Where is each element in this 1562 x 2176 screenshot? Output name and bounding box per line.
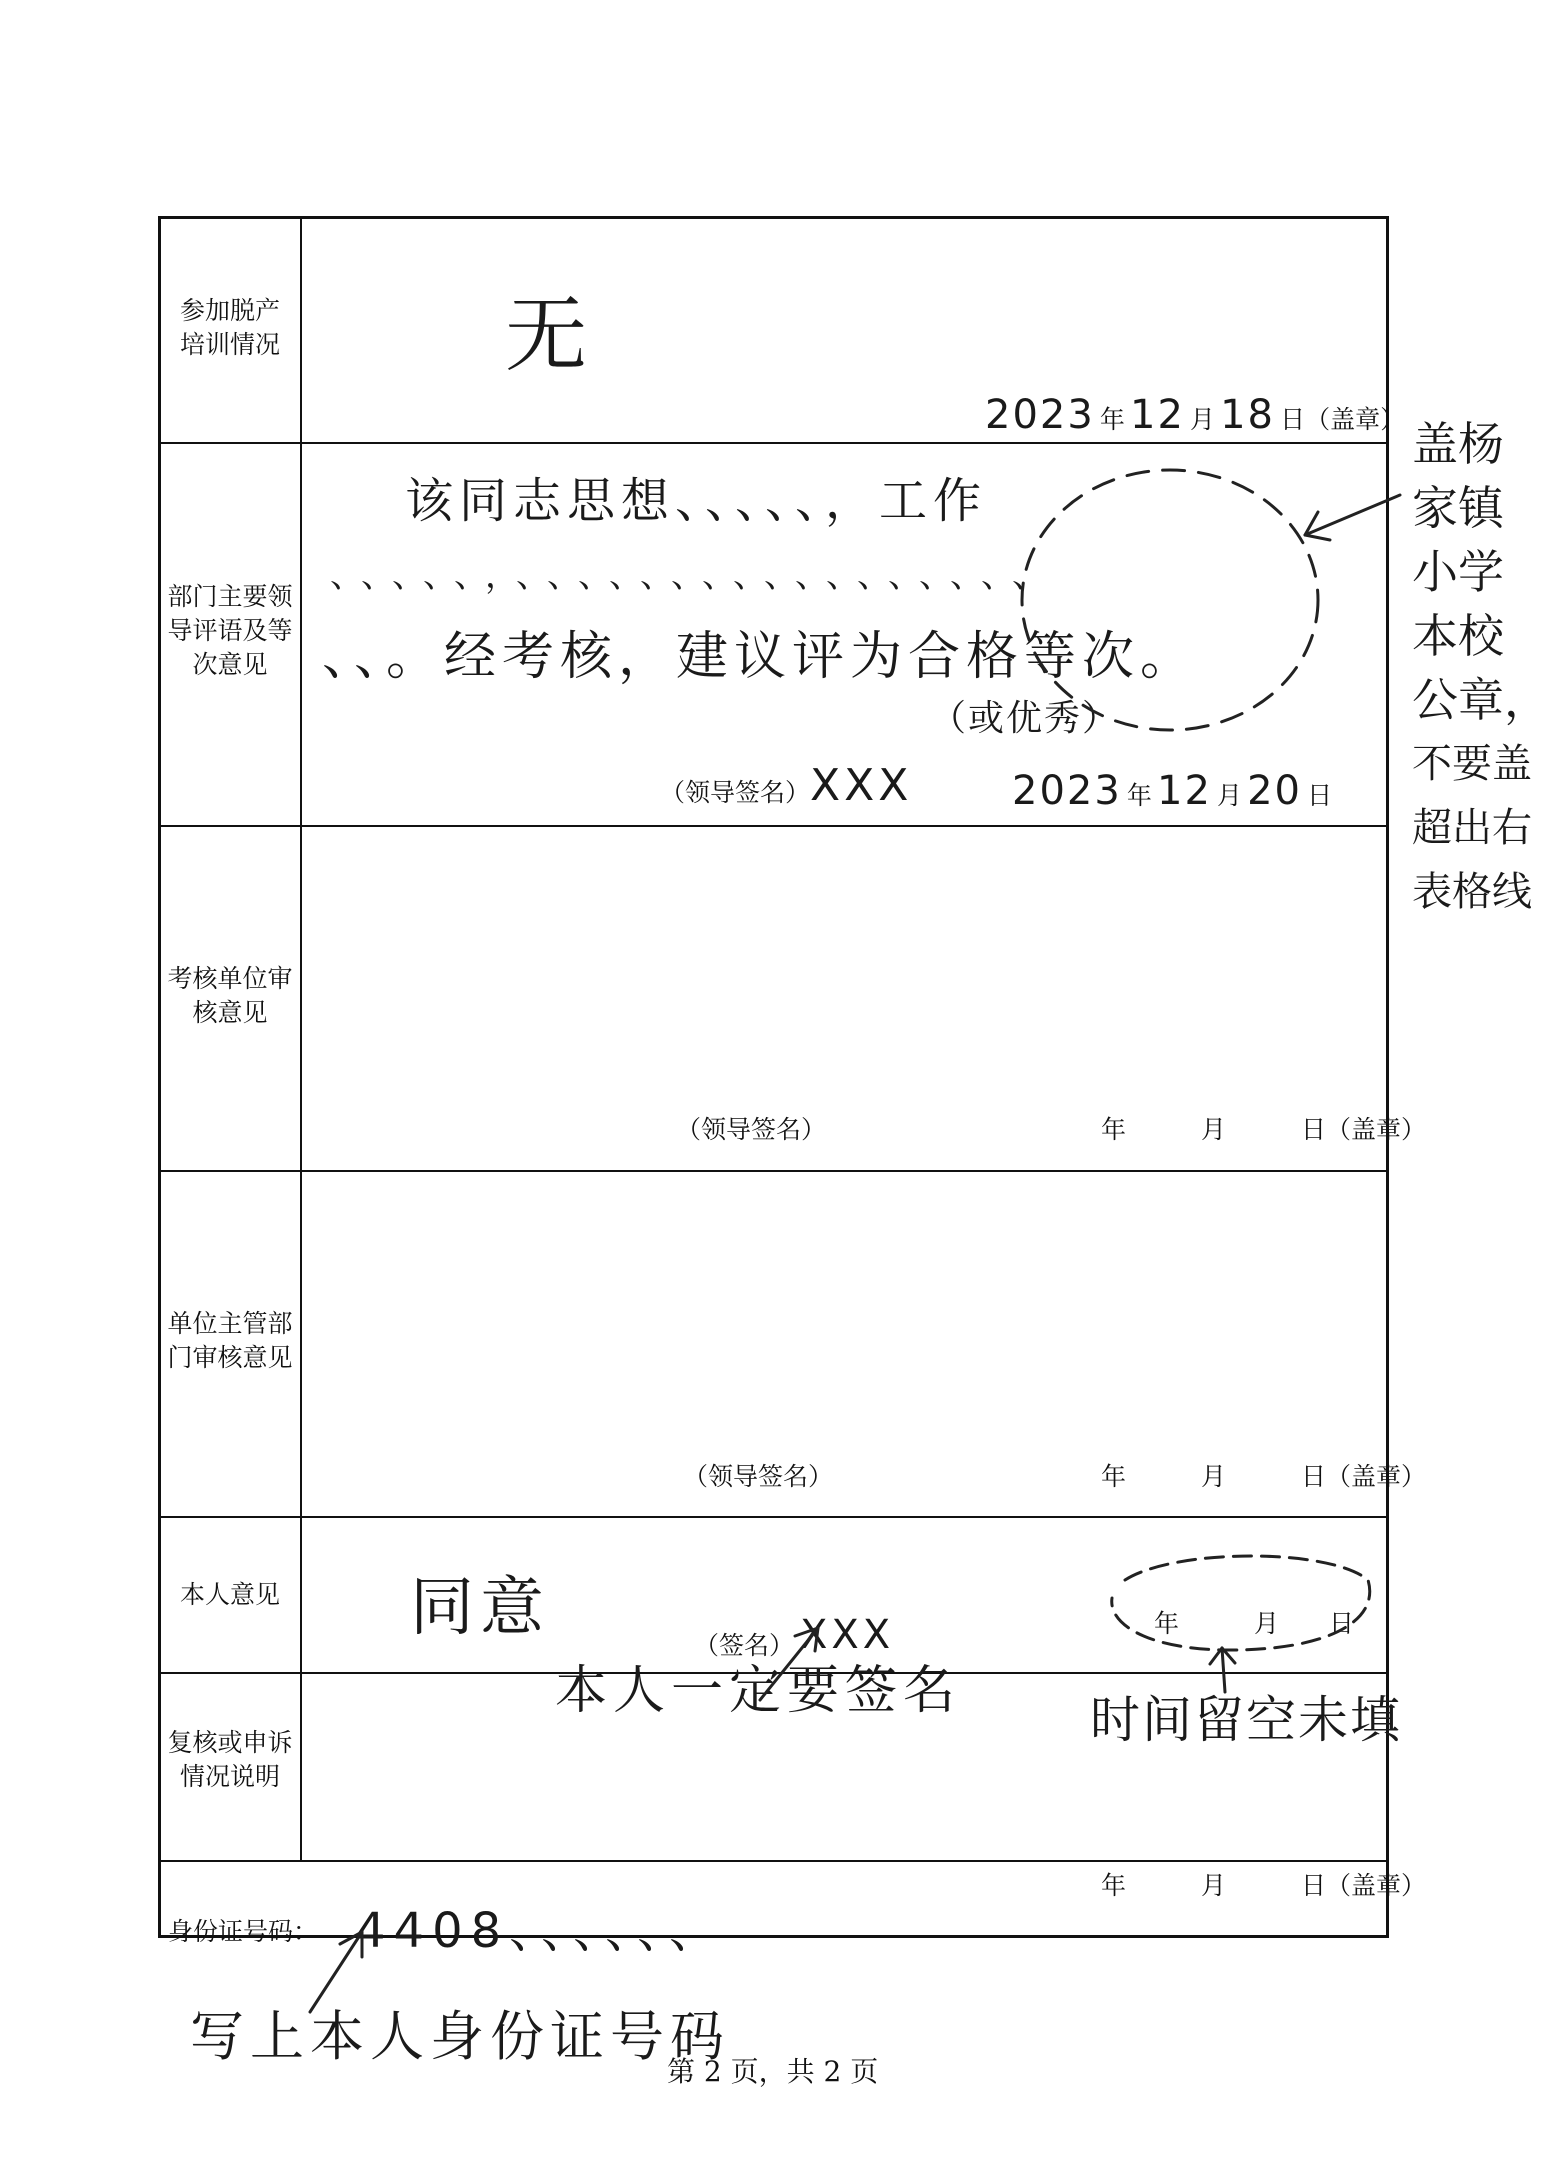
supervisor-label: 单位主管部 门审核意见 <box>167 1309 293 1372</box>
date-note: 时间留空未填 <box>1090 1691 1402 1749</box>
review-date: 年 月 日（盖章） <box>1101 1871 1427 1900</box>
year-char: 年 <box>1099 405 1125 434</box>
assessment-unit-label: 考核单位审 核意见 <box>167 964 293 1027</box>
assessment-date: 年 月 日（盖章） <box>1101 1115 1427 1144</box>
training-label: 参加脱产 培训情况 <box>179 296 280 359</box>
date-day: 18 <box>1220 392 1276 438</box>
seal-note-line: 公章， <box>1412 673 1550 727</box>
training-date <box>985 392 1405 438</box>
date-year: 2023 <box>985 392 1095 438</box>
comment-alt: （或优秀） <box>930 698 1121 739</box>
row-divider <box>158 825 1389 827</box>
date-day: 20 <box>1247 768 1303 814</box>
month-char: 月 <box>1217 781 1243 810</box>
personal-date: 年 月 日 <box>1154 1609 1355 1638</box>
seal-note-line: 盖杨 <box>1412 417 1504 471</box>
personal-signature-label: （签名） <box>694 1631 795 1660</box>
seal-note-line: 小学 <box>1412 545 1504 599</box>
seal-note <box>1412 412 1550 924</box>
training-content: 无 <box>505 288 594 383</box>
assessment-signature-label: （领导签名） <box>676 1115 827 1144</box>
seal-note-line: 不要盖 <box>1412 741 1532 787</box>
comment-line-2: 、、、、、，、、、、、、、、、、、、、、、、、 <box>330 556 1060 596</box>
comment-line-1: 该同志思想、、、、、，工作 <box>405 473 988 529</box>
date-month: 12 <box>1130 392 1185 438</box>
date-month: 12 <box>1157 768 1212 814</box>
dept-signature: XXX <box>810 760 913 811</box>
id-number-value: 4408、、、、、、 <box>355 1903 726 1959</box>
year-char: 年 <box>1126 781 1152 810</box>
day-char: 日 <box>1307 781 1333 810</box>
supervisor-date: 年 月 日（盖章） <box>1101 1462 1427 1491</box>
personal-signature: XXX <box>800 1612 895 1658</box>
row-divider <box>158 1516 1389 1518</box>
label-column-divider <box>300 216 302 1860</box>
dept-signature-label: （领导签名） <box>660 778 811 807</box>
id-note: 写上本人身份证号码 <box>190 2005 730 2068</box>
personal-opinion-label: 本人意见 <box>179 1580 280 1609</box>
page-footer: 第 2 页，共 2 页 <box>667 2055 879 2088</box>
date-year: 2023 <box>1012 768 1122 814</box>
sign-note: 本人一定要签名 <box>555 1661 962 1721</box>
comment-line-3: 、、。经考核，建议评为合格等次。 <box>322 627 1199 687</box>
review-label: 复核或申诉 情况说明 <box>167 1728 293 1791</box>
personal-opinion-content: 同意 <box>410 1571 550 1645</box>
day-seal-char: 日（盖章） <box>1280 405 1406 434</box>
seal-note-line: 本校 <box>1412 609 1504 663</box>
month-char: 月 <box>1190 405 1216 434</box>
seal-note-line: 超出右 <box>1412 805 1532 851</box>
dept-leader-label: 部门主要领 导评语及等 次意见 <box>167 582 293 679</box>
dept-date <box>1012 768 1332 814</box>
row-divider <box>158 442 1389 444</box>
row-divider <box>158 1170 1389 1172</box>
seal-note-line: 表格线 <box>1412 869 1532 915</box>
supervisor-signature-label: （领导签名） <box>683 1462 834 1491</box>
row-divider <box>158 1860 1389 1862</box>
id-number-label: 身份证号码： <box>168 1917 319 1946</box>
seal-note-line: 家镇 <box>1412 481 1504 535</box>
